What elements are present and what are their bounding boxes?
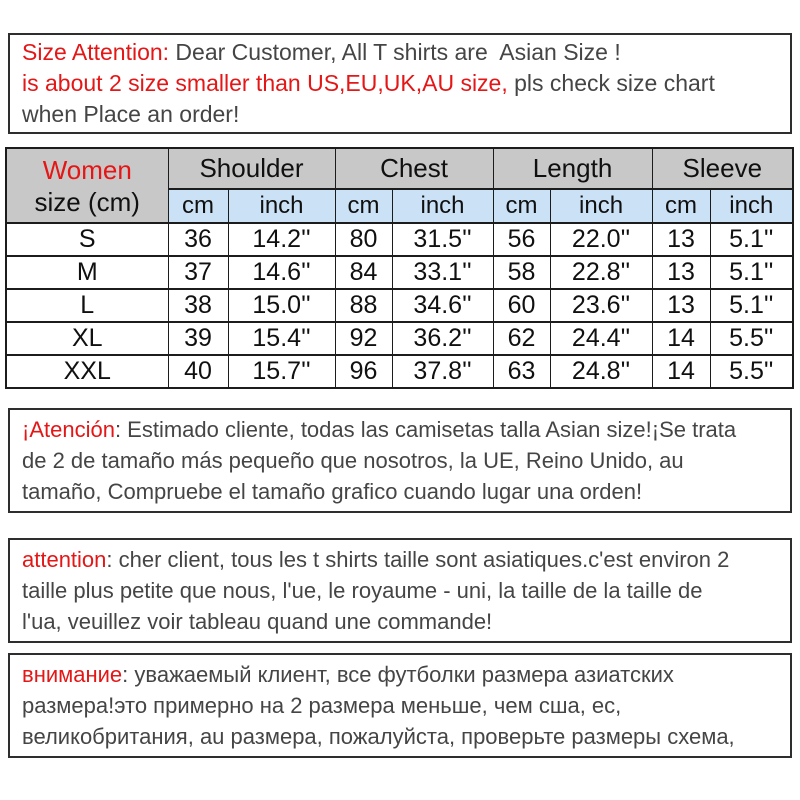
- size-attention-notice: [8, 33, 792, 134]
- size-table: [5, 147, 794, 389]
- measure-cell: 88: [335, 289, 392, 322]
- measure-cell: 5.5'': [710, 322, 793, 355]
- notice-highlight-smaller-size: is about 2 size smaller than US,EU,UK,AU size,: [22, 70, 508, 96]
- notice-line-1: [22, 544, 778, 575]
- notice-highlight-atencion: ¡Atención: [22, 417, 115, 442]
- measure-cell: 15.7'': [228, 355, 335, 388]
- measure-cell: 34.6'': [392, 289, 493, 322]
- table-row-xl: [6, 322, 793, 355]
- notice-line-1: [22, 414, 778, 445]
- unit-header-shoulder-cm: cm: [168, 189, 228, 223]
- french-attention-notice: [8, 538, 792, 643]
- table-row-l: [6, 289, 793, 322]
- table-row-s: [6, 223, 793, 256]
- measure-cell: 36.2'': [392, 322, 493, 355]
- corner-cell: [6, 148, 168, 223]
- measure-cell: 40: [168, 355, 228, 388]
- notice-text-3: великобритания, au размера, пожалуйста, проверьте размеры схема,: [22, 724, 735, 749]
- notice-text-1: : Estimado cliente, todas las camisetas talla Asian size!¡Se trata: [114, 417, 737, 442]
- notice-line-3: [22, 476, 778, 507]
- measure-cell: 31.5'': [392, 223, 493, 256]
- measure-cell: 13: [652, 223, 710, 256]
- notice-text-3: when Place an order!: [22, 101, 240, 127]
- notice-line-2: [22, 690, 778, 721]
- notice-line-3: [22, 606, 778, 637]
- unit-header-chest-cm: cm: [335, 189, 392, 223]
- measure-cell: 62: [493, 322, 550, 355]
- measure-cell: 63: [493, 355, 550, 388]
- unit-header-length-inch: inch: [550, 189, 652, 223]
- size-label: L: [6, 289, 168, 322]
- measure-cell: 24.8'': [550, 355, 652, 388]
- measure-cell: 33.1'': [392, 256, 493, 289]
- unit-header-shoulder-inch: inch: [228, 189, 335, 223]
- notice-text-2: pls check size chart: [507, 70, 715, 96]
- measure-cell: 58: [493, 256, 550, 289]
- russian-attention-notice: [8, 653, 792, 758]
- measure-cell: 80: [335, 223, 392, 256]
- measure-cell: 24.4'': [550, 322, 652, 355]
- measure-cell: 5.1'': [710, 223, 793, 256]
- notice-line-2: [22, 575, 778, 606]
- notice-line-1: [22, 37, 778, 68]
- size-label: S: [6, 223, 168, 256]
- measure-cell: 37.8'': [392, 355, 493, 388]
- table-group-header-row: [6, 148, 793, 189]
- notice-text-2: de 2 de tamaño más pequeño que nosotros, la UE, Reino Unido, au: [22, 448, 684, 473]
- notice-text-2: размера!это примерно на 2 размера меньше, чем сша, ес,: [22, 693, 622, 718]
- measure-cell: 23.6'': [550, 289, 652, 322]
- notice-text-3: l'ua, veuillez voir tableau quand une commande!: [22, 609, 493, 634]
- group-header-shoulder: Shoulder: [168, 148, 335, 189]
- measure-cell: 37: [168, 256, 228, 289]
- measure-cell: 14.2'': [228, 223, 335, 256]
- notice-text-2: taille plus petite que nous, l'ue, le royaume - uni, la taille de la taille de: [22, 578, 703, 603]
- size-label: XXL: [6, 355, 168, 388]
- table-row-xxl: [6, 355, 793, 388]
- unit-header-chest-inch: inch: [392, 189, 493, 223]
- measure-cell: 14: [652, 322, 710, 355]
- notice-line-3: [22, 99, 778, 130]
- notice-line-3: [22, 721, 778, 752]
- measure-cell: 36: [168, 223, 228, 256]
- measure-cell: 39: [168, 322, 228, 355]
- measure-cell: 22.0'': [550, 223, 652, 256]
- notice-highlight-size-attention: Size Attention:: [22, 39, 170, 65]
- unit-header-length-cm: cm: [493, 189, 550, 223]
- size-label: M: [6, 256, 168, 289]
- notice-line-1: [22, 659, 778, 690]
- group-header-chest: Chest: [335, 148, 493, 189]
- measure-cell: 56: [493, 223, 550, 256]
- group-header-sleeve: Sleeve: [652, 148, 793, 189]
- measure-cell: 5.1'': [710, 289, 793, 322]
- notice-line-2: [22, 68, 778, 99]
- unit-header-sleeve-inch: inch: [710, 189, 793, 223]
- measure-cell: 92: [335, 322, 392, 355]
- notice-text-3: tamaño, Compruebe el tamaño grafico cuando lugar una orden!: [22, 479, 643, 504]
- measure-cell: 13: [652, 256, 710, 289]
- measure-cell: 15.0'': [228, 289, 335, 322]
- measure-cell: 84: [335, 256, 392, 289]
- measure-cell: 5.1'': [710, 256, 793, 289]
- group-header-length: Length: [493, 148, 652, 189]
- notice-text-1: Dear Customer, All T shirts are Asian Size !: [169, 39, 621, 65]
- corner-label-women: Women: [42, 154, 132, 185]
- measure-cell: 38: [168, 289, 228, 322]
- unit-header-sleeve-cm: cm: [652, 189, 710, 223]
- notice-text-1: : уважаемый клиент, все футболки размера азиатских: [122, 662, 674, 687]
- corner-label-size-cm: size (cm): [34, 186, 140, 217]
- notice-highlight-attention: attention: [22, 547, 107, 572]
- spanish-attention-notice: [8, 408, 792, 513]
- measure-cell: 5.5'': [710, 355, 793, 388]
- notice-highlight-vnimanie: внимание: [22, 662, 123, 687]
- measure-cell: 14.6'': [228, 256, 335, 289]
- measure-cell: 60: [493, 289, 550, 322]
- measure-cell: 22.8'': [550, 256, 652, 289]
- notice-line-2: [22, 445, 778, 476]
- measure-cell: 96: [335, 355, 392, 388]
- size-label: XL: [6, 322, 168, 355]
- measure-cell: 14: [652, 355, 710, 388]
- table-row-m: [6, 256, 793, 289]
- notice-text-1: : cher client, tous les t shirts taille sont asiatiques.c'est environ 2: [106, 547, 730, 572]
- measure-cell: 13: [652, 289, 710, 322]
- measure-cell: 15.4'': [228, 322, 335, 355]
